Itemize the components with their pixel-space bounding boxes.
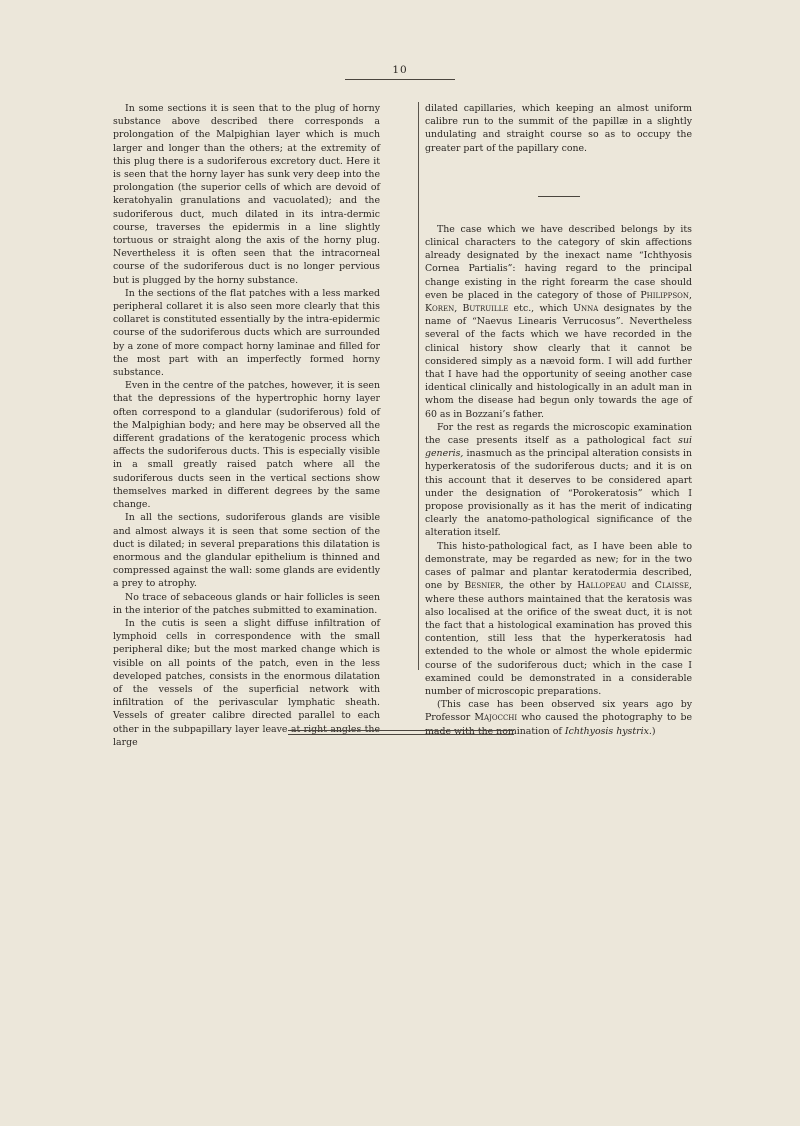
italic-term: Ichthyosis hystrix. — [564, 725, 652, 737]
author-name: Butruille — [462, 303, 509, 315]
text-run: (This case has been observed six years ago by Professor — [425, 699, 692, 724]
right-column — [425, 102, 692, 738]
paragraph — [425, 223, 692, 421]
text-run: ) — [651, 725, 656, 737]
page-number-rule — [345, 79, 455, 80]
text-run: who caused the photography to be made with the nomination of — [425, 712, 692, 737]
text-run: etc., which — [508, 303, 574, 315]
paragraph-continuation: dilated capillaries, which keeping an almost uniform calibre run to the summit of the papillæ in a slightly undulating and straight course so as to occupy the greater part of the papillary cone. — [425, 103, 692, 154]
text-run: and — [626, 580, 655, 592]
italic-term: sui generis, — [425, 435, 692, 460]
paragraph — [425, 540, 692, 698]
text-run: , where these authors maintained that the keratosis was also localised at the orifice of the sweat duct, it is not the fact that a histological examination has proved this contention, still less that the hyperkeratosis had extended to the whole or almost the whole epidermic course of the sudoriferous duct; which in the case I examined could be demonstrated in a considerable number of microscopic preparations. — [425, 580, 692, 697]
text-run: , — [454, 303, 463, 315]
author-name: Hallopeau — [577, 580, 627, 592]
page-number: 10 — [392, 64, 408, 76]
text-run: inasmuch as the principal alteration consists in hyperkeratosis of the sudoriferous ducts; and it is on this account that it deserves to be considered apart under the designation of “Porokeratosis” which I propose provisionally as it has the merit of indicating clearly the anatomo-pathological significance of the alteration itself. — [425, 448, 692, 539]
paragraph: In all the sections, sudoriferous glands are visible and almost always it is seen that some section of the duct is dilated; in several preparations this dilatation is enormous and the glandular epithelium is thinned and compressed against the wall: some glands are evidently a prey to atrophy. — [113, 512, 380, 590]
author-name: Majocchi — [474, 712, 518, 724]
section-divider — [538, 196, 580, 197]
left-column — [113, 102, 380, 749]
column-divider — [418, 102, 419, 670]
text-run: The case which we have described belongs by its clinical characters to the category of skin affections already designated by the inexact name “Ichthyosis Cornea Partialis”: having regard to the principal change existing in the right forearm the case should even be placed in the category of those of — [425, 223, 692, 301]
paragraph: No trace of sebaceous glands or hair follicles is seen in the interior of the patches submitted to examination. — [113, 591, 380, 616]
text-run: For the rest as regards the microscopic examination the case presents itself as a pathological fact — [425, 421, 692, 447]
text-run: designates by the name of “Naevus Linearis Verrucosus”. Nevertheless several of the facts which we have recorded in the clinical history show clearly that it cannot be considered simply as a nævoid form. I will add further that I have had the opportunity of seeing another case identical clinically and histologically in an adult man in whom the disease had begun only towards the age of 60 as in Bozzani’s father. — [425, 303, 692, 420]
author-name: Besnier — [464, 580, 501, 592]
paragraph: In the cutis is seen a slight diffuse infiltration of lymphoid cells in correspondence with the small peripheral dike; but the most marked change which is visible on all points of the patch, even in the less developed patches, consists in the enormous dilatation of the vessels of the superficial network with infiltration of the perivascular lymphatic sheath. Vessels of greater calibre directed parallel to each other in the subpapillary layer leave at right angles the large — [113, 617, 380, 748]
author-name: Claisse — [654, 580, 690, 592]
author-name: Philippson — [640, 289, 690, 301]
paragraph: Even in the centre of the patches, however, it is seen that the depressions of the hypertrophic horny layer often correspond to a glandular (sudoriferous) fold of the Malpighian body; and here may be observed all the different gradations of the keratogenic process which affects the sudoriferous ducts. This is especially visible in a small greatly raised patch where all the sudoriferous ducts seen in the vertical sections show themselves marked in different degrees by the same change. — [113, 380, 380, 511]
text-run: , — [689, 289, 692, 301]
paragraph — [425, 421, 692, 540]
paragraph: In the sections of the flat patches with a less marked peripheral collaret it is also seen more clearly that this collaret is constituted essentially by the intra-epidermic course of the sudoriferous ducts which are surrounded by a zone of more compact horny laminae and filled for the most part with an imperfectly formed horny substance. — [113, 287, 380, 379]
author-name: Unna — [573, 303, 599, 315]
end-rule — [288, 730, 514, 735]
paragraph: In some sections it is seen that to the plug of horny substance above described there corresponds a prolongation of the Malpighian layer which is much larger and longer than the others; at the extremity of this plug there is a sudoriferous excretory duct. Here it is seen that the horny layer has sunk very deep into the prolongation (the superior cells of which are devoid of keratohyalin granulations and vacuolated); and the sudoriferous duct, much dilated in its intra-dermic course, traverses the epidermis in a line slightly tortuous or straight along the axis of the horny plug. Nevertheless it is often seen that the intracorneal course of the sudoriferous duct is no longer pervious but is plugged by the horny substance. — [113, 103, 380, 286]
author-name: Koren — [425, 303, 455, 315]
text-run: This histo-pathological fact, as I have been able to demonstrate, may be regarded as new; for in the two cases of palmar and plantar keratodermia described, one by — [425, 540, 692, 592]
text-run: , the other by — [500, 580, 578, 592]
